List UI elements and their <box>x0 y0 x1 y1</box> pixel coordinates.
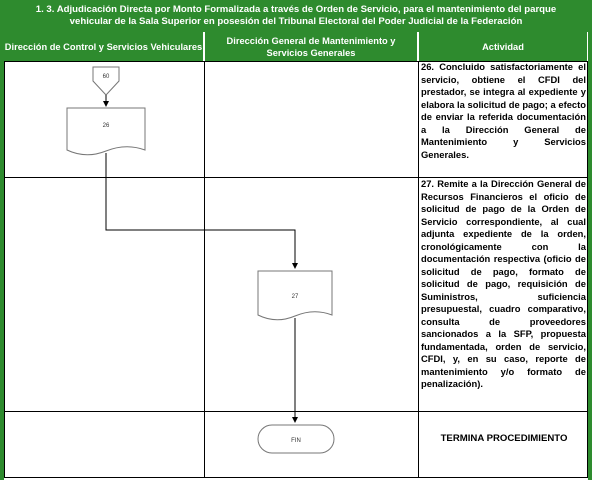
document-26-label: 26 <box>102 123 110 129</box>
activity-27-text: 27. Remite a la Dirección General de Recursos Financieros el oficio de solicitud de pago de la Orden de Servicio correspondiente, al cual adjunta expediente de la orden, cronológicamente con la documentación respectiva (oficio de solicitud de pago, formato de solicitud de pago, requisición de Suministros, suficiencia presupuestal, cuadro comparativo, consulta de proveedores sancionados a la SFP, propuesta fundamentada, orden de servicio, CFDI, y, en su caso, reporte de mantenimiento y/o formato de penalización). <box>421 178 586 389</box>
header-actividad: Actividad <box>419 32 587 61</box>
procedure-title-line2: vehicular de la Sala Superior en posesión del Tribunal Electoral del Poder Judicial de la Federación <box>69 16 523 27</box>
header-control-servicios-vehiculares: Dirección de Control y Servicios Vehiculares <box>4 32 203 61</box>
termina-procedimiento-text: TERMINA PROCEDIMIENTO <box>440 433 568 444</box>
header-mantenimiento-servicios-generales: Dirección General de Mantenimiento y Servicios Generales <box>205 32 417 61</box>
document-27-label: 27 <box>291 294 299 300</box>
frame-right <box>588 32 592 480</box>
arrow-26-to-27 <box>106 153 295 268</box>
procedure-title-line1: 1. 3. Adjudicación Directa por Monto Formalizada a través de Orden de Servicio, para el mantenimiento del parque <box>35 4 557 15</box>
frame-left <box>0 32 4 480</box>
activity-26-text: 26. Concluido satisfactoriamente el servicio, obtiene el CFDI del prestador, se integra al expediente y elabora la solicitud de pago; a efecto de enviar la referida documentación a la Dirección General de Mantenimiento y Servicios Generales. <box>421 61 586 160</box>
connector-60-label: 60 <box>102 74 110 80</box>
connector-60-shape <box>93 67 119 95</box>
document-26-shape <box>67 108 145 155</box>
end-terminator-label: FIN <box>291 438 301 444</box>
